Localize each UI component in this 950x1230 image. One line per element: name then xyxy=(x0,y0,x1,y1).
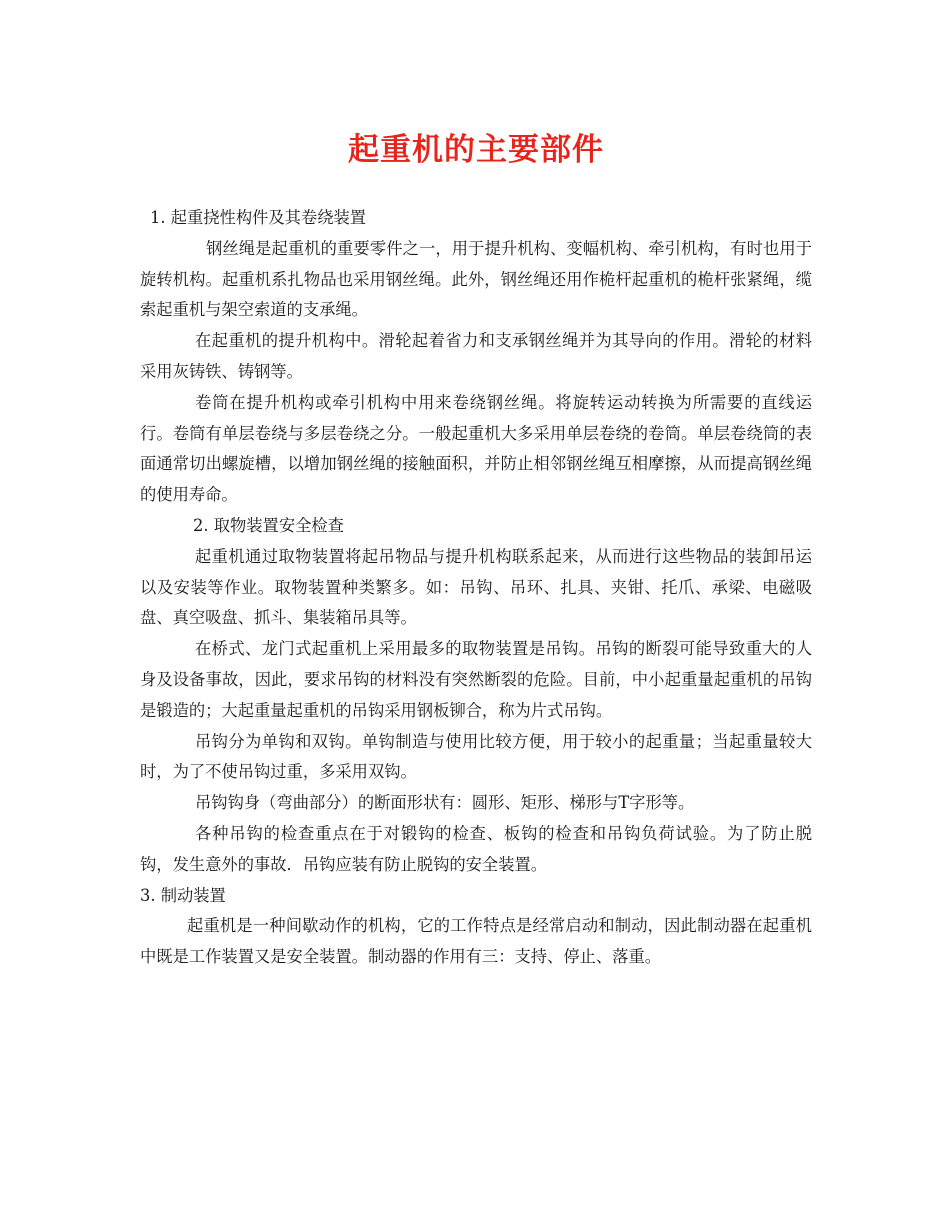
paragraph-pulley: 在起重机的提升机构中。滑轮起着省力和支承钢丝绳并为其导向的作用。滑轮的材料采用灰铸铁、铸钢等。 xyxy=(140,331,812,381)
paragraph-drum: 卷筒在提升机构或牵引机构中用来卷绕钢丝绳。将旋转运动转换为所需要的直线运行。卷筒有单层卷绕与多层卷绕之分。一般起重机大多采用单层卷绕的卷筒。单层卷绕筒的表面通常切出螺旋槽，以增加钢丝绳的接触面积，并防止相邻钢丝绳互相摩擦，从而提高钢丝绳的使用寿命。 xyxy=(140,392,812,505)
document-title: 起重机的主要部件 xyxy=(348,132,604,168)
document-body xyxy=(140,203,812,973)
paragraph-hook-inspection: 各种吊钩的检查重点在于对锻钩的检查、板钩的检查和吊钩负荷试验。为了防止脱钩，发生意外的事故．吊钩应装有防止脱钩的安全装置。 xyxy=(140,823,812,874)
section-heading-3: 3. 制动装置 xyxy=(140,885,226,905)
section-heading-1: 1. 起重挠性构件及其卷绕装置 xyxy=(150,208,367,227)
paragraph-brake: 起重机是一种间歇动作的机构，它的工作特点是经常启动和制动，因此制动器在起重机中既是工作装置又是安全装置。制动器的作用有三：支持、停止、落重。 xyxy=(140,916,812,967)
document-page xyxy=(140,0,812,1230)
paragraph-hook: 在桥式、龙门式起重机上采用最多的取物装置是吊钩。吊钩的断裂可能导致重大的人身及设备事故，因此，要求吊钩的材料没有突然断裂的危险。目前，中小起重量起重机的吊钩是锻造的；大起重量起重机的吊钩采用钢板铆合，称为片式吊钩。 xyxy=(140,639,812,720)
paragraph-lifting-device: 起重机通过取物装置将起吊物品与提升机构联系起来，从而进行这些物品的装卸吊运以及安装等作业。取物装置种类繁多。如：吊钩、吊环、扎具、夹钳、托爪、承梁、电磁吸盘、真空吸盘、抓斗、集装箱吊具等。 xyxy=(140,546,812,628)
paragraph-hook-section: 吊钩钩身（弯曲部分）的断面形状有：圆形、矩形、梯形与T字形等。 xyxy=(195,793,695,813)
section-heading-2: 2. 取物装置安全检查 xyxy=(193,515,344,535)
paragraph-wire-rope: 钢丝绳是起重机的重要零件之一，用于提升机构、变幅机构、牵引机构，有时也用于旋转机构。起重机系扎物品也采用钢丝绳。此外，钢丝绳还用作桅杆起重机的桅杆张紧绳，缆索起重机与架空索道的支承绳。 xyxy=(140,238,812,320)
paragraph-hook-types: 吊钩分为单钩和双钩。单钩制造与使用比较方便，用于较小的起重量；当起重量较大时，为了不使吊钩过重，多采用双钩。 xyxy=(140,731,812,782)
